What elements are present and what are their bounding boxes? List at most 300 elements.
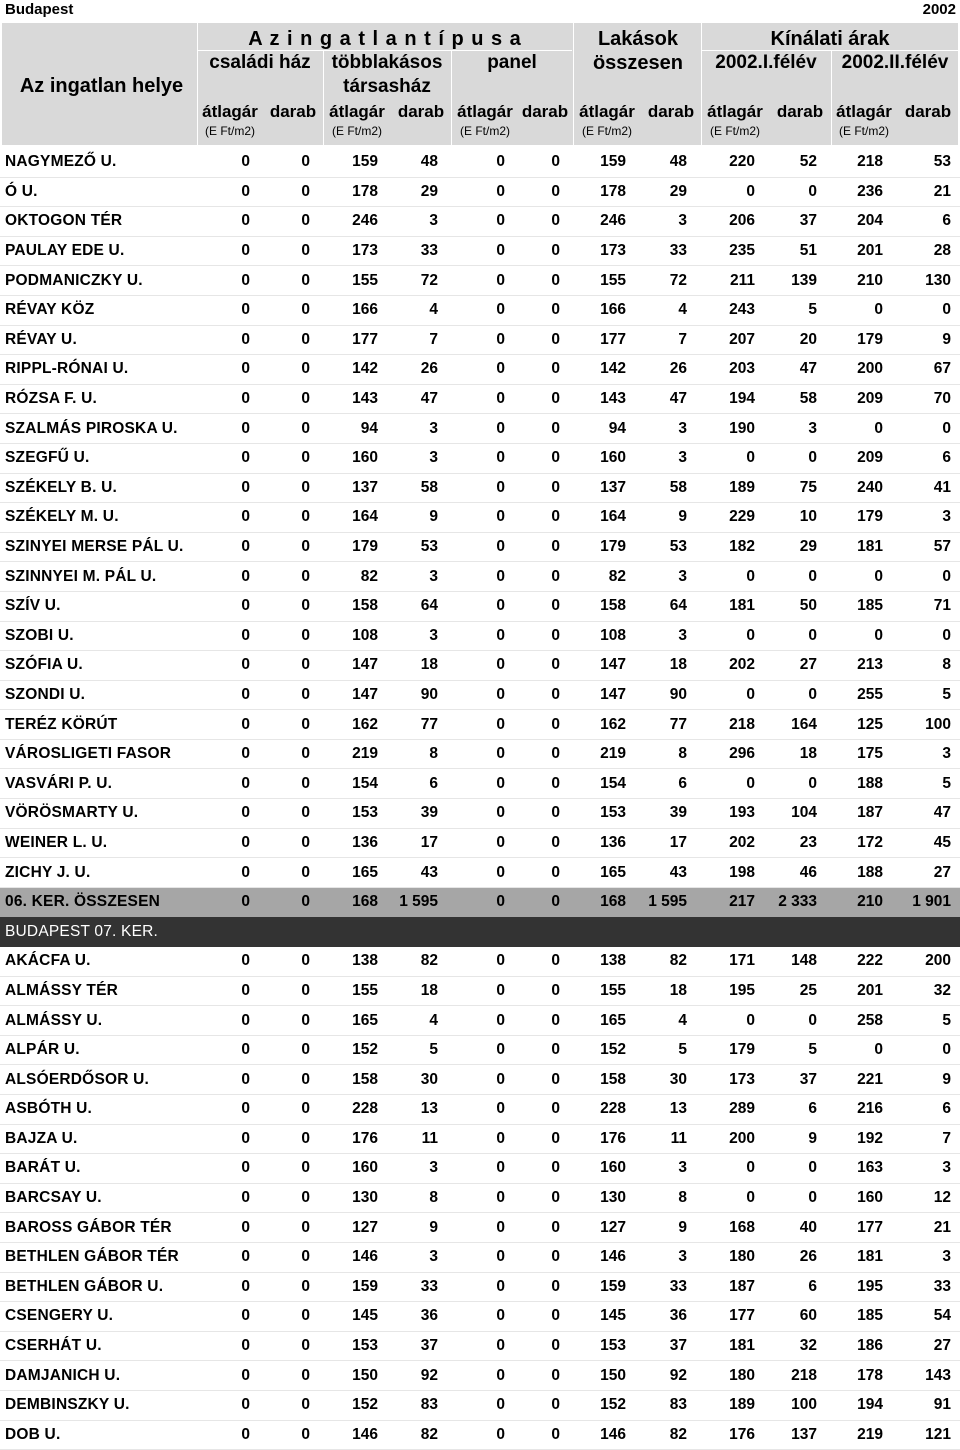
h2-count-cell: 32 — [892, 976, 960, 1006]
table-row — [0, 828, 960, 858]
h1-count-cell: 40 — [764, 1213, 826, 1243]
panel-count-cell: 0 — [514, 591, 569, 621]
total-count-cell: 82 — [635, 947, 696, 977]
multi-count-cell: 4 — [387, 1006, 447, 1036]
multi-count-cell: 13 — [387, 1095, 447, 1125]
multi-count-cell: 82 — [387, 947, 447, 977]
total-count-cell: 36 — [635, 1302, 696, 1332]
multi-avg-cell: 176 — [319, 1124, 387, 1154]
multi-count-cell: 64 — [387, 591, 447, 621]
unit-label-2: (E Ft/m2) — [332, 124, 382, 138]
total-count-cell: 77 — [635, 710, 696, 740]
h1-avg-cell: 177 — [696, 1302, 764, 1332]
h2-avg-cell: 210 — [826, 887, 892, 917]
family-avg-cell: 0 — [195, 1420, 259, 1450]
multi-avg-cell: 150 — [319, 1361, 387, 1391]
total-avg-cell: 246 — [569, 207, 635, 237]
total-count-cell: 3 — [635, 621, 696, 651]
panel-avg-cell: 0 — [447, 384, 514, 414]
panel-avg-cell: 0 — [447, 266, 514, 296]
street-name-cell: WEINER L. U. — [0, 828, 195, 858]
h1-avg-cell: 217 — [696, 887, 764, 917]
h2-count-cell: 3 — [892, 503, 960, 533]
h1-count-cell: 218 — [764, 1361, 826, 1391]
h2-count-cell: 6 — [892, 207, 960, 237]
h2-avg-cell: 172 — [826, 828, 892, 858]
panel-count-cell: 0 — [514, 1183, 569, 1213]
h1-avg-cell: 0 — [696, 769, 764, 799]
h2-avg-cell: 0 — [826, 621, 892, 651]
panel-avg-cell: 0 — [447, 710, 514, 740]
panel-count-cell: 0 — [514, 1331, 569, 1361]
table-row — [0, 503, 960, 533]
table-row — [0, 1124, 960, 1154]
panel-count-cell: 0 — [514, 739, 569, 769]
panel-avg-cell: 0 — [447, 443, 514, 473]
panel-avg-cell: 0 — [447, 887, 514, 917]
total-count-cell: 90 — [635, 680, 696, 710]
street-name-cell: SZINYEI MERSE PÁL U. — [0, 532, 195, 562]
panel-count-cell: 0 — [514, 1065, 569, 1095]
h2-count-cell: 41 — [892, 473, 960, 503]
multi-avg-cell: 108 — [319, 621, 387, 651]
h2-count-cell: 21 — [892, 177, 960, 207]
h1-avg-cell: 180 — [696, 1361, 764, 1391]
family-count-cell: 0 — [259, 799, 319, 829]
unit-label-6: (E Ft/m2) — [839, 124, 889, 138]
family-count-cell: 0 — [259, 1213, 319, 1243]
family-avg-cell: 0 — [195, 739, 259, 769]
family-count-cell: 0 — [259, 1390, 319, 1420]
family-avg-cell: 0 — [195, 680, 259, 710]
multi-count-cell: 92 — [387, 1361, 447, 1391]
h1-count-cell: 2 333 — [764, 887, 826, 917]
multi-avg-cell: 155 — [319, 976, 387, 1006]
total-count-cell: 3 — [635, 207, 696, 237]
family-count-cell: 0 — [259, 325, 319, 355]
total-count-cell: 39 — [635, 799, 696, 829]
total-count-cell: 13 — [635, 1095, 696, 1125]
total-count-cell: 8 — [635, 1183, 696, 1213]
total-avg-cell: 228 — [569, 1095, 635, 1125]
h2-count-cell: 53 — [892, 148, 960, 177]
avg-price-header-4: átlagár — [579, 102, 635, 121]
multi-avg-cell: 137 — [319, 473, 387, 503]
total-avg-cell: 136 — [569, 828, 635, 858]
panel-avg-cell: 0 — [447, 680, 514, 710]
multi-avg-cell: 159 — [319, 148, 387, 177]
family-count-cell: 0 — [259, 1272, 319, 1302]
total-avg-cell: 153 — [569, 1331, 635, 1361]
street-name-cell: RÓZSA F. U. — [0, 384, 195, 414]
h1-avg-cell: 0 — [696, 177, 764, 207]
h1-count-cell: 75 — [764, 473, 826, 503]
multi-count-cell: 90 — [387, 680, 447, 710]
h1-avg-cell: 173 — [696, 1065, 764, 1095]
multi-count-cell: 3 — [387, 562, 447, 592]
h1-avg-cell: 181 — [696, 1331, 764, 1361]
h1-count-cell: 100 — [764, 1390, 826, 1420]
family-count-cell: 0 — [259, 1420, 319, 1450]
panel-count-cell: 0 — [514, 443, 569, 473]
multi-avg-cell: 146 — [319, 1242, 387, 1272]
multi-avg-cell: 143 — [319, 384, 387, 414]
multi-count-cell: 8 — [387, 1183, 447, 1213]
h2-avg-cell: 163 — [826, 1154, 892, 1184]
family-count-cell: 0 — [259, 858, 319, 888]
total-avg-cell: 146 — [569, 1420, 635, 1450]
total-count-cell: 17 — [635, 828, 696, 858]
street-name-cell: VÁROSLIGETI FASOR — [0, 739, 195, 769]
h1-count-cell: 0 — [764, 443, 826, 473]
h1-avg-cell: 296 — [696, 739, 764, 769]
family-count-cell: 0 — [259, 177, 319, 207]
table-row — [0, 710, 960, 740]
street-name-cell: Ó U. — [0, 177, 195, 207]
multi-avg-cell: 165 — [319, 1006, 387, 1036]
h1-avg-cell: 202 — [696, 651, 764, 681]
h2-count-cell: 6 — [892, 1095, 960, 1125]
total-avg-cell: 147 — [569, 651, 635, 681]
panel-count-cell: 0 — [514, 710, 569, 740]
count-header-6: darab — [904, 102, 952, 121]
family-avg-cell: 0 — [195, 1124, 259, 1154]
panel-count-cell: 0 — [514, 799, 569, 829]
h2-avg-cell: 185 — [826, 591, 892, 621]
total-avg-cell: 219 — [569, 739, 635, 769]
h1-avg-cell: 211 — [696, 266, 764, 296]
h2-count-cell: 5 — [892, 769, 960, 799]
multi-avg-cell: 147 — [319, 680, 387, 710]
family-count-cell: 0 — [259, 651, 319, 681]
panel-count-cell: 0 — [514, 532, 569, 562]
panel-count-cell: 0 — [514, 947, 569, 977]
year-label: 2002 — [922, 1, 956, 18]
street-name-cell: DOB U. — [0, 1420, 195, 1450]
panel-avg-cell: 0 — [447, 1124, 514, 1154]
multi-avg-cell: 160 — [319, 443, 387, 473]
panel-count-cell: 0 — [514, 1035, 569, 1065]
h2-count-cell: 91 — [892, 1390, 960, 1420]
panel-avg-cell: 0 — [447, 1420, 514, 1450]
h2-avg-cell: 258 — [826, 1006, 892, 1036]
h1-count-cell: 148 — [764, 947, 826, 977]
panel-avg-cell: 0 — [447, 1213, 514, 1243]
h2-count-cell: 21 — [892, 1213, 960, 1243]
table-row — [0, 651, 960, 681]
h2-avg-cell: 240 — [826, 473, 892, 503]
total-count-cell: 5 — [635, 1035, 696, 1065]
family-avg-cell: 0 — [195, 1302, 259, 1332]
h2-count-cell: 0 — [892, 562, 960, 592]
multi-avg-cell: 145 — [319, 1302, 387, 1332]
family-avg-cell: 0 — [195, 621, 259, 651]
h2-count-cell: 5 — [892, 1006, 960, 1036]
h1-count-cell: 29 — [764, 532, 826, 562]
total-count-cell: 53 — [635, 532, 696, 562]
h1-avg-cell: 0 — [696, 443, 764, 473]
family-count-cell: 0 — [259, 414, 319, 444]
panel-avg-cell: 0 — [447, 532, 514, 562]
h1-count-cell: 37 — [764, 1065, 826, 1095]
h1-avg-cell: 207 — [696, 325, 764, 355]
panel-avg-cell: 0 — [447, 651, 514, 681]
total-count-cell: 3 — [635, 1242, 696, 1272]
family-avg-cell: 0 — [195, 443, 259, 473]
multi-avg-cell: 155 — [319, 266, 387, 296]
table-row — [0, 1302, 960, 1332]
h1-avg-cell: 189 — [696, 473, 764, 503]
multi-avg-cell: 168 — [319, 887, 387, 917]
h1-avg-cell: 203 — [696, 355, 764, 385]
family-count-cell: 0 — [259, 1302, 319, 1332]
street-name-cell: PODMANICZKY U. — [0, 266, 195, 296]
total-count-cell: 4 — [635, 1006, 696, 1036]
panel-avg-cell: 0 — [447, 1390, 514, 1420]
family-avg-cell: 0 — [195, 591, 259, 621]
multi-count-cell: 82 — [387, 1420, 447, 1450]
h2-count-cell: 0 — [892, 621, 960, 651]
table-row — [0, 1006, 960, 1036]
h2-avg-cell: 160 — [826, 1183, 892, 1213]
total-count-cell: 33 — [635, 236, 696, 266]
property-type-header: A z i n g a t l a n t í p u s a — [248, 28, 522, 50]
panel-avg-cell: 0 — [447, 325, 514, 355]
panel-count-cell: 0 — [514, 1390, 569, 1420]
street-name-cell: SZÉKELY B. U. — [0, 473, 195, 503]
table-row — [0, 947, 960, 977]
table-row — [0, 1420, 960, 1450]
family-avg-cell: 0 — [195, 207, 259, 237]
family-count-cell: 0 — [259, 769, 319, 799]
panel-avg-cell: 0 — [447, 591, 514, 621]
table-body — [0, 148, 960, 1450]
street-name-cell: OKTOGON TÉR — [0, 207, 195, 237]
h2-count-cell: 33 — [892, 1272, 960, 1302]
multi-avg-cell: 153 — [319, 1331, 387, 1361]
h1-count-cell: 3 — [764, 414, 826, 444]
h1-count-cell: 0 — [764, 680, 826, 710]
h1-avg-cell: 202 — [696, 828, 764, 858]
h2-avg-cell: 177 — [826, 1213, 892, 1243]
multi-unit-header-line2: társasház — [343, 76, 431, 97]
table-row — [0, 325, 960, 355]
multi-count-cell: 7 — [387, 325, 447, 355]
total-avg-cell: 168 — [569, 887, 635, 917]
h1-avg-cell: 0 — [696, 1154, 764, 1184]
family-count-cell: 0 — [259, 295, 319, 325]
family-avg-cell: 0 — [195, 266, 259, 296]
table-row — [0, 207, 960, 237]
panel-count-cell: 0 — [514, 1302, 569, 1332]
street-name-cell: NAGYMEZŐ U. — [0, 148, 195, 177]
h1-count-cell: 18 — [764, 739, 826, 769]
table-row — [0, 295, 960, 325]
h1-count-cell: 164 — [764, 710, 826, 740]
panel-count-cell: 0 — [514, 887, 569, 917]
total-count-cell: 37 — [635, 1331, 696, 1361]
table-row — [0, 443, 960, 473]
family-count-cell: 0 — [259, 591, 319, 621]
panel-count-cell: 0 — [514, 621, 569, 651]
h2-avg-cell: 178 — [826, 1361, 892, 1391]
multi-avg-cell: 154 — [319, 769, 387, 799]
family-avg-cell: 0 — [195, 1213, 259, 1243]
panel-count-cell: 0 — [514, 1095, 569, 1125]
h2-count-cell: 67 — [892, 355, 960, 385]
family-count-cell: 0 — [259, 887, 319, 917]
family-avg-cell: 0 — [195, 1242, 259, 1272]
family-avg-cell: 0 — [195, 858, 259, 888]
h1-count-cell: 6 — [764, 1095, 826, 1125]
multi-avg-cell: 142 — [319, 355, 387, 385]
h1-count-cell: 10 — [764, 503, 826, 533]
total-count-cell: 48 — [635, 148, 696, 177]
panel-count-cell: 0 — [514, 828, 569, 858]
total-avg-cell: 158 — [569, 1065, 635, 1095]
panel-avg-cell: 0 — [447, 355, 514, 385]
table-row — [0, 148, 960, 177]
table-row — [0, 384, 960, 414]
total-count-cell: 92 — [635, 1361, 696, 1391]
multi-avg-cell: 179 — [319, 532, 387, 562]
multi-count-cell: 18 — [387, 651, 447, 681]
multi-avg-cell: 82 — [319, 562, 387, 592]
family-count-cell: 0 — [259, 739, 319, 769]
panel-avg-cell: 0 — [447, 562, 514, 592]
panel-avg-cell: 0 — [447, 503, 514, 533]
multi-count-cell: 29 — [387, 177, 447, 207]
family-count-cell: 0 — [259, 1124, 319, 1154]
h2-count-cell: 45 — [892, 828, 960, 858]
multi-count-cell: 3 — [387, 207, 447, 237]
h1-count-cell: 25 — [764, 976, 826, 1006]
multi-avg-cell: 94 — [319, 414, 387, 444]
family-avg-cell: 0 — [195, 651, 259, 681]
family-count-cell: 0 — [259, 473, 319, 503]
avg-price-header-6: átlagár — [836, 102, 892, 121]
h2-avg-cell: 179 — [826, 503, 892, 533]
count-header-5: darab — [776, 102, 824, 121]
multi-count-cell: 5 — [387, 1035, 447, 1065]
total-avg-cell: 178 — [569, 177, 635, 207]
panel-avg-cell: 0 — [447, 976, 514, 1006]
family-count-cell: 0 — [259, 1035, 319, 1065]
street-name-cell: RIPPL-RÓNAI U. — [0, 355, 195, 385]
street-name-cell: BAROSS GÁBOR TÉR — [0, 1213, 195, 1243]
multi-avg-cell: 127 — [319, 1213, 387, 1243]
family-count-cell: 0 — [259, 562, 319, 592]
total-avg-cell: 179 — [569, 532, 635, 562]
h2-count-cell: 57 — [892, 532, 960, 562]
panel-count-cell: 0 — [514, 473, 569, 503]
multi-count-cell: 3 — [387, 621, 447, 651]
family-avg-cell: 0 — [195, 1272, 259, 1302]
panel-count-cell: 0 — [514, 207, 569, 237]
h2-count-cell: 6 — [892, 443, 960, 473]
h2-avg-cell: 194 — [826, 1390, 892, 1420]
total-avg-cell: 145 — [569, 1302, 635, 1332]
multi-avg-cell: 146 — [319, 1420, 387, 1450]
table-row — [0, 177, 960, 207]
h1-avg-cell: 229 — [696, 503, 764, 533]
panel-count-cell: 0 — [514, 1242, 569, 1272]
total-count-cell: 3 — [635, 414, 696, 444]
h2-avg-cell: 175 — [826, 739, 892, 769]
family-avg-cell: 0 — [195, 769, 259, 799]
h1-count-cell: 0 — [764, 1006, 826, 1036]
h1-count-cell: 58 — [764, 384, 826, 414]
table-row — [0, 1213, 960, 1243]
total-count-cell: 3 — [635, 562, 696, 592]
multi-count-cell: 33 — [387, 1272, 447, 1302]
dwellings-total-header-line2: összesen — [592, 52, 684, 74]
h1-count-cell: 23 — [764, 828, 826, 858]
total-count-cell: 18 — [635, 651, 696, 681]
multi-count-cell: 1 595 — [387, 887, 447, 917]
panel-count-cell: 0 — [514, 1006, 569, 1036]
h1-avg-cell: 189 — [696, 1390, 764, 1420]
panel-avg-cell: 0 — [447, 295, 514, 325]
panel-avg-cell: 0 — [447, 473, 514, 503]
h1-avg-cell: 182 — [696, 532, 764, 562]
h1-count-cell: 50 — [764, 591, 826, 621]
total-avg-cell: 160 — [569, 1154, 635, 1184]
total-avg-cell: 152 — [569, 1035, 635, 1065]
street-name-cell: PAULAY EDE U. — [0, 236, 195, 266]
h1-avg-cell: 235 — [696, 236, 764, 266]
h2-count-cell: 0 — [892, 295, 960, 325]
family-count-cell: 0 — [259, 148, 319, 177]
h1-count-cell: 5 — [764, 295, 826, 325]
total-avg-cell: 108 — [569, 621, 635, 651]
multi-avg-cell: 165 — [319, 858, 387, 888]
multi-count-cell: 9 — [387, 1213, 447, 1243]
h1-count-cell: 139 — [764, 266, 826, 296]
family-avg-cell: 0 — [195, 710, 259, 740]
h1-count-cell: 20 — [764, 325, 826, 355]
family-avg-cell: 0 — [195, 473, 259, 503]
panel-count-cell: 0 — [514, 295, 569, 325]
h2-avg-cell: 0 — [826, 562, 892, 592]
panel-count-cell: 0 — [514, 1361, 569, 1391]
street-name-cell: RÉVAY U. — [0, 325, 195, 355]
table-row — [0, 1095, 960, 1125]
h2-avg-cell: 213 — [826, 651, 892, 681]
panel-count-cell: 0 — [514, 1213, 569, 1243]
h2-count-cell: 100 — [892, 710, 960, 740]
panel-avg-cell: 0 — [447, 739, 514, 769]
h1-avg-cell: 0 — [696, 1006, 764, 1036]
family-avg-cell: 0 — [195, 1035, 259, 1065]
location-header: Az ingatlan helye — [19, 75, 184, 97]
h1-count-cell: 0 — [764, 1154, 826, 1184]
multi-count-cell: 48 — [387, 148, 447, 177]
street-name-cell: SZEGFŰ U. — [0, 443, 195, 473]
table-row — [0, 473, 960, 503]
offer-prices-header: Kínálati árak — [770, 28, 890, 50]
street-name-cell: RÉVAY KÖZ — [0, 295, 195, 325]
street-name-cell: AKÁCFA U. — [0, 947, 195, 977]
total-avg-cell: 146 — [569, 1242, 635, 1272]
family-avg-cell: 0 — [195, 414, 259, 444]
family-avg-cell: 0 — [195, 976, 259, 1006]
h1-avg-cell: 194 — [696, 384, 764, 414]
family-avg-cell: 0 — [195, 1183, 259, 1213]
h2-avg-cell: 0 — [826, 295, 892, 325]
h2-avg-cell: 204 — [826, 207, 892, 237]
h2-count-cell: 0 — [892, 414, 960, 444]
